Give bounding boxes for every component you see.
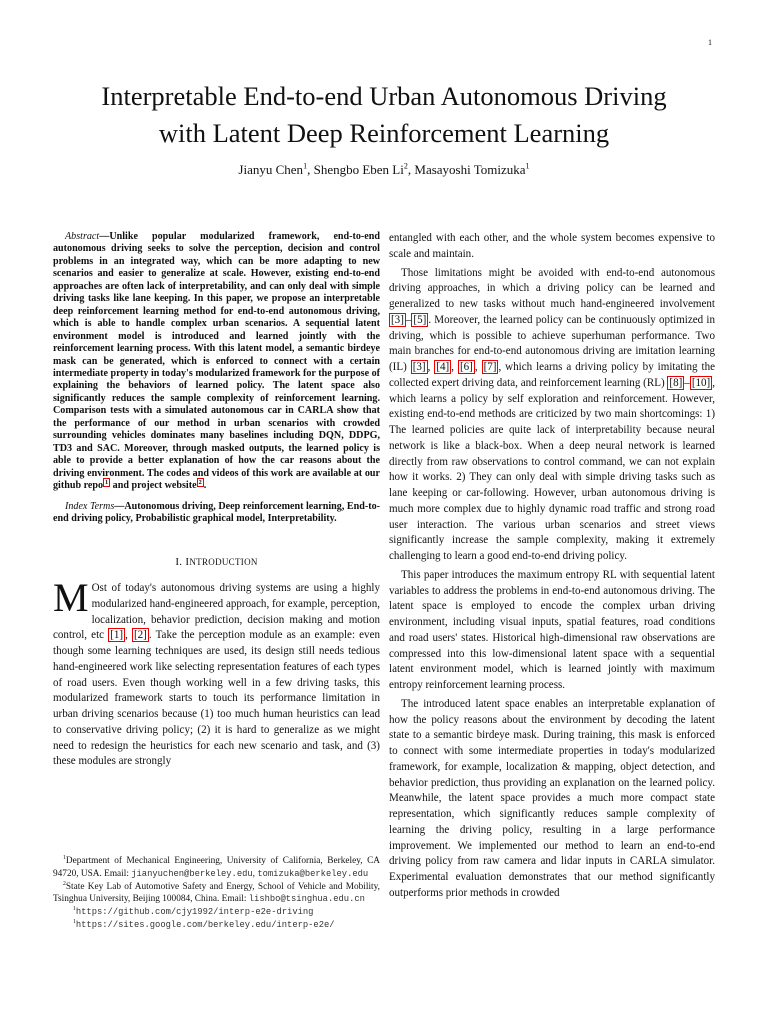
paragraph-text: . Moreover, the learned policy can be continuously optimized in driving, which is possible to achieve superhuman performance. Two main branches for end-to-end autonomous driving are imitation learning (IL) xyxy=(389,313,715,373)
citation-link[interactable]: [2] xyxy=(133,629,147,642)
citation-link[interactable]: [3] xyxy=(391,313,404,326)
paragraph-text: Ost of today's autonomous driving systems are using a highly modularized hand-engineered approach, for example, perception, localization, behavior prediction, decision making and motion control, etc xyxy=(53,582,380,642)
author-list xyxy=(40,162,728,178)
abstract xyxy=(53,231,380,493)
citation-link[interactable]: [5] xyxy=(413,313,427,326)
citation-link[interactable]: [10] xyxy=(691,376,711,389)
email-link[interactable]: lishbo@tsinghua.edu.cn xyxy=(248,894,365,905)
separator: , xyxy=(307,162,314,177)
paragraph: This paper introduces the maximum entropy RL with sequential latent variables to address the problems in end-to-end autonomous driving. The latent space is employed to encode the complex urban driving environment, including visual inputs, spatial features, road conditions and road users' states. Historical high-dimensional raw observations are compressed into this low-dimensional latent space with a sequential latent environment model, which is learned jointly with maximum entropy reinforcement learning process. xyxy=(389,568,715,691)
section-heading xyxy=(53,555,380,571)
paragraph: The introduced latent space enables an interpretable explanation of how the policy reasons about the environment by decoding the latent state to a semantic birdeye mask. During training, this mask is enforced to connect with some intermediate properties in today's modularized framework, for example, localization & mapping, object detection, and behavior prediction, thus providing an explanation on the learned policy. Meanwhile, the latent space provides a much more compact state representation, which significantly reduces sample complexity of learning the driving policy, resulting in a large performance improvement. We implemented our method to learn an end-to-end driving policy from raw camera and lidar inputs in CARLA simulator. Experimental evaluation demonstrates that our method significantly outperforms prior methods in crowded xyxy=(389,697,715,899)
url-link[interactable]: https://github.com/cjy1992/interp-e2e-driving xyxy=(75,907,314,918)
separator: , xyxy=(474,361,482,373)
abstract-label: Abstract xyxy=(65,231,100,242)
separator: – xyxy=(405,313,412,326)
page-number: 1 xyxy=(708,38,712,47)
title-line-2: with Latent Deep Reinforcement Learning xyxy=(158,118,610,148)
footnote xyxy=(53,906,380,919)
separator: , xyxy=(451,361,458,373)
footnote-text: Department of Mechanical Engineering, University of California, Berkeley, CA 94720, USA. Email: xyxy=(53,856,380,879)
separator: , xyxy=(407,162,415,177)
index-terms-text: —Autonomous driving, Deep reinforcement learning, End-to-end driving policy, Probabilistic graphical model, Interpretability. xyxy=(53,500,380,524)
index-terms xyxy=(53,501,380,526)
footnotes xyxy=(53,855,380,932)
section-title: NTRODUCTION xyxy=(189,557,258,568)
title-line-1: Interpretable End-to-end Urban Autonomous Driving xyxy=(101,81,667,111)
abstract-text: and project website xyxy=(110,480,197,492)
footnote xyxy=(53,881,380,907)
footnote xyxy=(53,919,380,932)
paragraph-text: Those limitations might be avoided with end-to-end autonomous driving approaches, in which a driving policy can be learned and generalized to new tasks without much hand-engineered involvement xyxy=(389,266,715,310)
right-column xyxy=(389,231,715,902)
email-link[interactable]: jianyuchen@berkeley.edu xyxy=(131,868,253,879)
left-column xyxy=(53,231,380,770)
abstract-text: . xyxy=(203,480,207,492)
footnote-mark: 2 xyxy=(63,880,66,887)
intro-paragraph xyxy=(53,575,381,770)
index-terms-label: Index Terms xyxy=(65,500,115,512)
separator: , xyxy=(427,361,435,373)
footnote xyxy=(53,855,380,881)
footnote-mark: 1 xyxy=(63,854,66,861)
citation-link[interactable]: [6] xyxy=(459,361,473,373)
paragraph xyxy=(389,266,715,565)
abstract-text: —Unlike popular modularized framework, end-to-end autonomous driving seeks to solve the perception, decision and control problems in an integrated way, which can be more adapting to new scenarios and easier to generalize at scale. However, existing end-to-end approaches are often lack of interpretability, and can only deal with simple driving tasks like lane keeping. In this paper, we propose an interpretable deep reinforcement learning method for end-to-end autonomous driving, which is able to handle complex urban scenarios. A sequential latent environment model is introduced and learned jointly with the reinforcement learning process. With this latent model, a semantic birdeye mask can be generated, which is enforced to connect with a certain intermediate property in today's modularized framework for the purpose of explaining the behaviors of learned policy. The latent space also significantly reduces the sample complexity of reinforcement learning. Comparison tests with a simulated autonomous car in CARLA show that the performance of our method in urban scenarios with crowded surrounding vehicles dominates many baselines including DQN, DDPG, TD3 and SAC. Moreover, through masked outputs, the learned policy is able to provide a better explanation of how the car reasons about the driving environment. The codes and videos of this work are available at our github repo xyxy=(53,231,380,492)
footnote-link[interactable]: 1 xyxy=(105,478,109,486)
email-link[interactable]: tomizuka@berkeley.edu xyxy=(257,868,369,879)
paragraph-text: , which learns a policy by self exploration and reinforcement. However, existing end-to-end methods are criticized by two main shortcomings: 1) The learned policies are quite lack of interpretability because neural network is like a black-box. When a deep neural network is learned directly from raw observations to control command, we can not explain how it works. 2) They can only deal with simple driving tasks such as lane keeping or car-following. However, urban autonomous driving is much more complex due to highly dynamic road traffic and strong road user interaction. The various urban scenarios and street views significantly increase the sample complexity, making it extremely challenging to learn a good end-to-end driving policy. xyxy=(389,376,715,562)
section-title: I xyxy=(185,556,190,569)
footnote-mark: 1 xyxy=(73,918,76,925)
citation-link[interactable]: [7] xyxy=(483,361,497,373)
affiliation-mark: 2 xyxy=(403,161,408,171)
author-name: Jianyu Chen xyxy=(238,162,304,177)
footnote-text: State Key Lab of Automotive Safety and Energy, School of Vehicle and Mobility, Tsinghua University, Beijing 100084, China. Email: xyxy=(53,881,380,905)
separator: , xyxy=(252,868,258,879)
affiliation-mark: 1 xyxy=(303,161,308,171)
section-number: I. xyxy=(175,556,183,569)
footnote-mark: 1 xyxy=(73,906,76,913)
url-link[interactable]: https://sites.google.com/berkeley.edu/interp-e2e/ xyxy=(75,919,335,930)
citation-link[interactable]: [3] xyxy=(412,361,426,373)
footnote-link[interactable]: 2 xyxy=(198,478,202,486)
citation-link[interactable]: [4] xyxy=(436,361,450,373)
citation-link[interactable]: [1] xyxy=(110,629,124,642)
separator: , xyxy=(125,629,132,642)
separator: – xyxy=(684,376,690,389)
paper-title xyxy=(40,78,728,152)
author-name: Masayoshi Tomizuka xyxy=(414,162,526,177)
affiliation-mark: 1 xyxy=(525,161,530,171)
paragraph: entangled with each other, and the whole system becomes expensive to scale and maintain. xyxy=(389,232,715,260)
author-name: Shengbo Eben Li xyxy=(313,162,404,177)
paragraph-text: , which learns a driving policy by imitating the collected expert driving data, and reinforcement learning (RL) xyxy=(389,361,716,389)
paragraph-text: . Take the perception module as an example: even though some learning techniques are used, its design still needs tedious hand-engineered work like selecting representation features of each types of road users. Even though working well in a few driving tasks, this modularized framework starts to touch its performance limitation in urban driving scenarios because (1) too much human heuristics can lead to conservative driving policy; (2) it is hard to generalize as we might need to redesign the heuristics for each new scenario and task, and (3) these modules are strongly xyxy=(53,629,381,768)
drop-cap: M xyxy=(53,575,89,621)
citation-link[interactable]: [8] xyxy=(669,376,683,389)
